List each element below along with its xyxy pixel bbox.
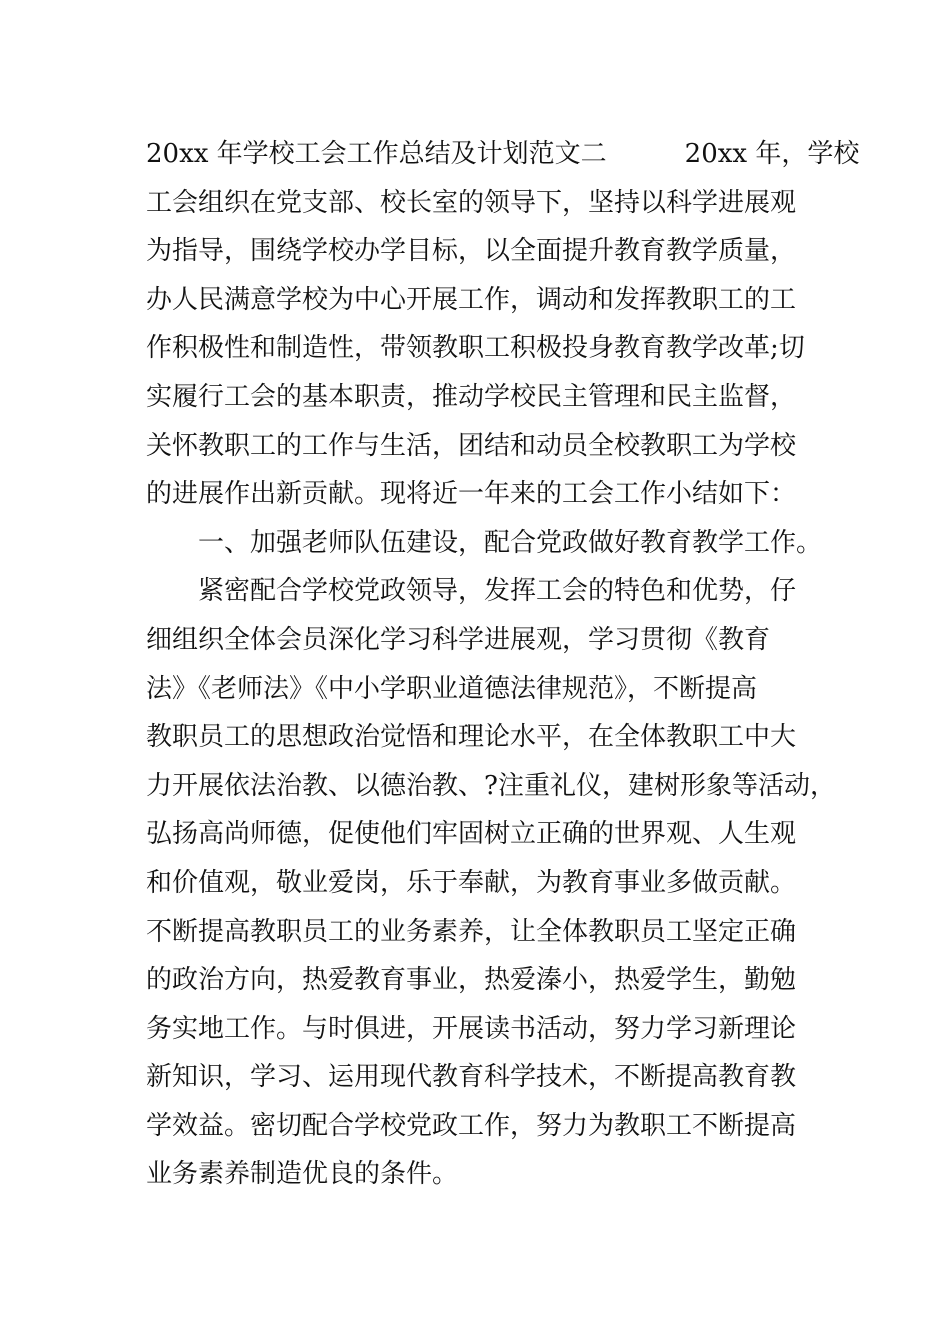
document-body — [146, 130, 860, 1199]
text-line: 为指导，围绕学校办学目标，以全面提升教育教学质量， — [146, 236, 797, 267]
text-line: 办人民满意学校为中心开展工作，调动和发挥教职工的工 — [146, 284, 797, 315]
text-line: 和价值观，敬业爱岗，乐于奉献，为教育事业多做贡献。 — [146, 867, 797, 898]
text-line: 学效益。密切配合学校党政工作，努力为教职工不断提高 — [146, 1110, 797, 1141]
text-line: 新知识，学习、运用现代教育科学技术，不断提高教育教 — [146, 1062, 797, 1093]
text-line: 工会组织在党支部、校长室的领导下，坚持以科学进展观 — [146, 187, 797, 218]
text-line: 20xx 年学校工会工作总结及计划范文二 20xx 年，学校 — [146, 139, 860, 169]
section-heading: 一、加强老师队伍建设，配合党政做好教育教学工作。 — [146, 527, 823, 558]
text-line: 弘扬高尚师德，促使他们牢固树立正确的世界观、人生观 — [146, 819, 797, 850]
text-line: 力开展依法治教、以德治教、?注重礼仪，建树形象等活动， — [146, 770, 836, 801]
text-line: 的进展作出新贡献。现将近一年来的工会工作小结如下： — [146, 479, 797, 510]
text-line: 法》《老师法》《中小学职业道德法律规范》，不断提高 — [146, 673, 758, 704]
text-line: 不断提高教职员工的业务素养，让全体教职员工坚定正确 — [146, 916, 797, 947]
text-line: 作积极性和制造性，带领教职工积极投身教育教学改革;切 — [146, 333, 805, 364]
text-line: 紧密配合学校党政领导，发挥工会的特色和优势，仔 — [146, 576, 797, 607]
text-line: 业务素养制造优良的条件。 — [146, 1159, 459, 1190]
text-line: 细组织全体会员深化学习科学进展观，学习贯彻《教育 — [146, 624, 771, 655]
text-line: 教职员工的思想政治觉悟和理论水平，在全体教职工中大 — [146, 722, 797, 753]
text-line: 关怀教职工的工作与生活，团结和动员全校教职工为学校 — [146, 430, 797, 461]
text-line: 的政治方向，热爱教育事业，热爱溱小，热爱学生，勤勉 — [146, 965, 797, 996]
text-line: 实履行工会的基本职责，推动学校民主管理和民主监督， — [146, 381, 797, 412]
text-line: 务实地工作。与时俱进，开展读书活动，努力学习新理论 — [146, 1013, 797, 1044]
